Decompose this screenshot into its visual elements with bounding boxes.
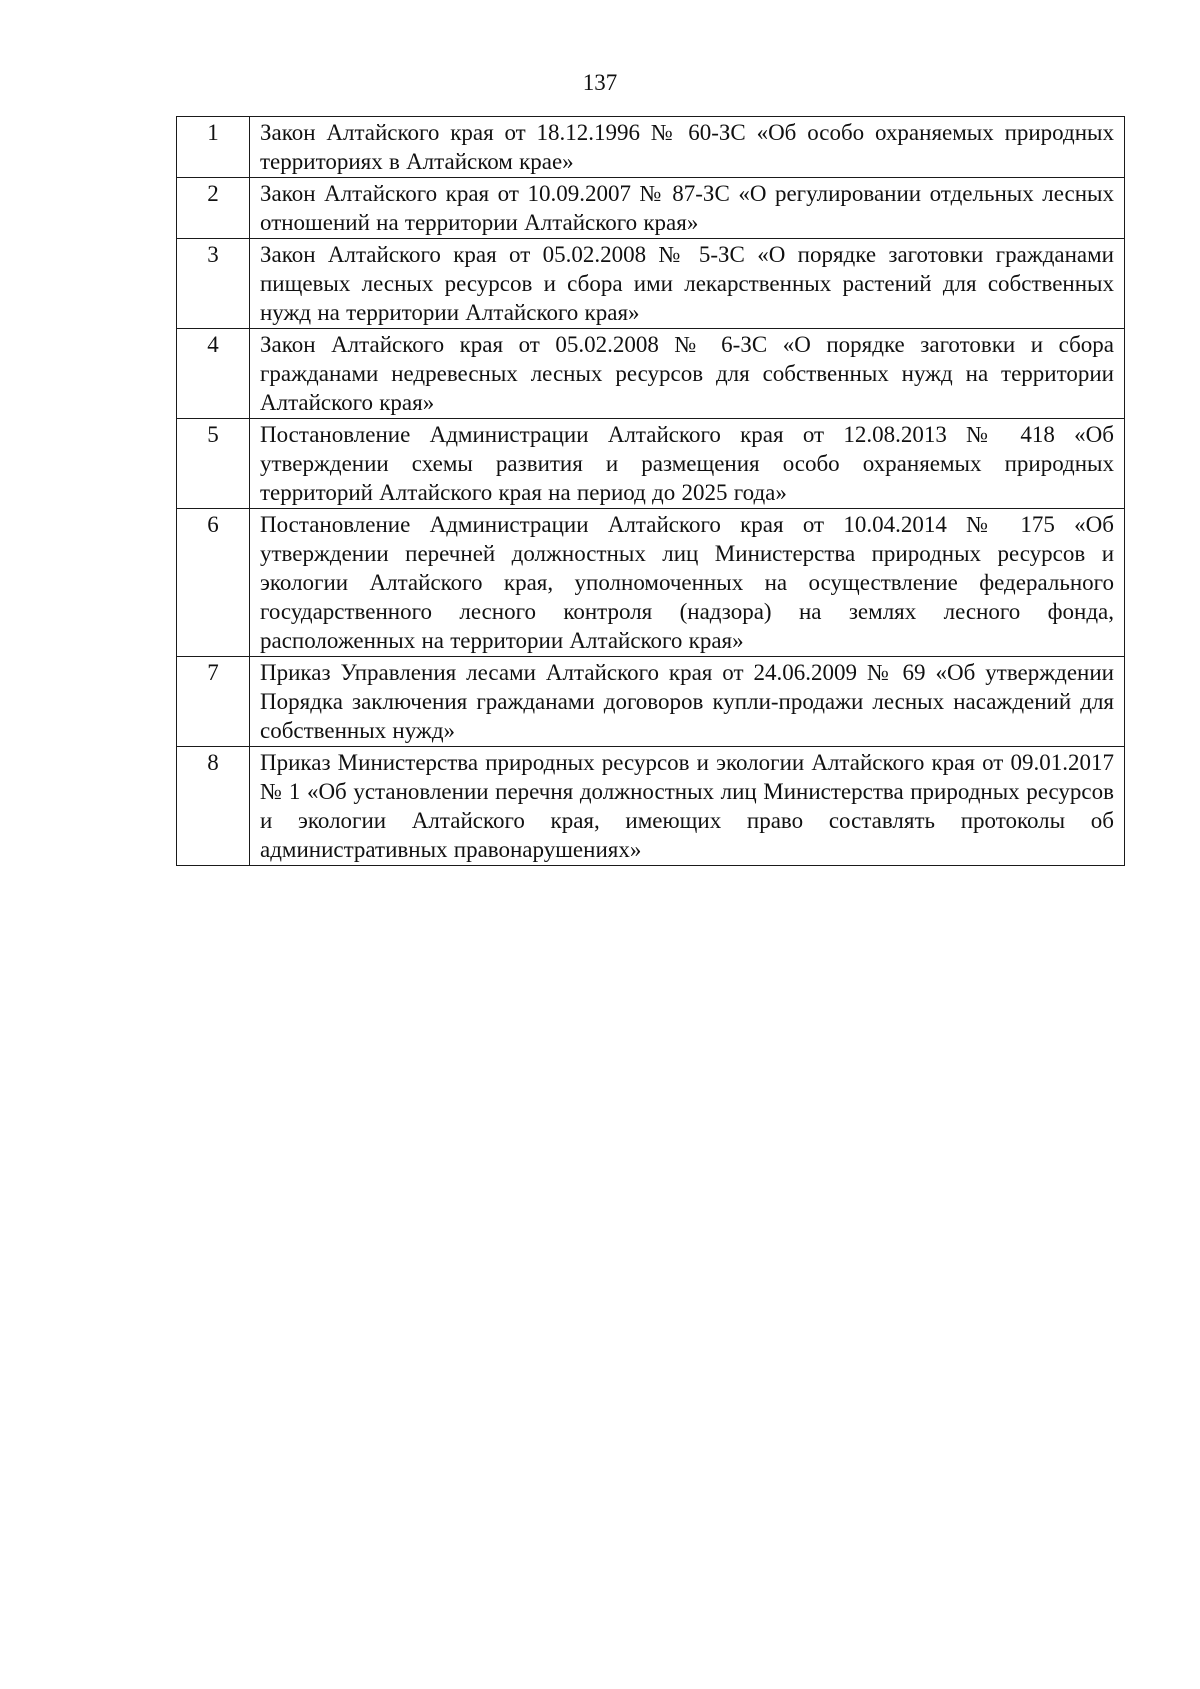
act-title: Закон Алтайского края от 05.02.2008 № 5-ЗС «О порядке заготовки гражданами пищевых лесных ресурсов и сбора ими лекарственных растений для собственных нужд на территории Алтайского края» [250,239,1125,329]
row-number: 2 [177,178,250,239]
row-number: 3 [177,239,250,329]
act-title: Закон Алтайского края от 05.02.2008 № 6-ЗС «О порядке заготовки и сбора гражданами недревесных лесных ресурсов для собственных нужд на территории Алтайского края» [250,329,1125,419]
page-number: 137 [582,70,618,95]
table-row [177,419,1125,509]
row-number: 1 [177,117,250,178]
row-number: 6 [177,509,250,657]
legal-acts-table [176,116,1125,866]
table-row [177,239,1125,329]
table-row [177,657,1125,747]
table-row [177,329,1125,419]
row-number: 7 [177,657,250,747]
table-row [177,509,1125,657]
act-title: Приказ Управления лесами Алтайского края от 24.06.2009 № 69 «Об утверждении Порядка заключения гражданами договоров купли-продажи лесных насаждений для собственных нужд» [250,657,1125,747]
row-number: 4 [177,329,250,419]
act-title: Закон Алтайского края от 18.12.1996 № 60-ЗС «Об особо охраняемых природных территориях в Алтайском крае» [250,117,1125,178]
act-title: Постановление Администрации Алтайского края от 10.04.2014 № 175 «Об утверждении перечней должностных лиц Министерства природных ресурсов и экологии Алтайского края, уполномоченных на осуществление федерального государственного лесного контроля (надзора) на землях лесного фонда, расположенных на территории Алтайского края» [250,509,1125,657]
table-row [177,178,1125,239]
table-row [177,747,1125,866]
row-number: 5 [177,419,250,509]
row-number: 8 [177,747,250,866]
act-title: Постановление Администрации Алтайского края от 12.08.2013 № 418 «Об утверждении схемы развития и размещения особо охраняемых природных территорий Алтайского края на период до 2025 года» [250,419,1125,509]
act-title: Закон Алтайского края от 10.09.2007 № 87-ЗС «О регулировании отдельных лесных отношений на территории Алтайского края» [250,178,1125,239]
table-row [177,117,1125,178]
act-title: Приказ Министерства природных ресурсов и экологии Алтайского края от 09.01.2017 № 1 «Об установлении перечня должностных лиц Министерства природных ресурсов и экологии Алтайского края, имеющих право составлять протоколы об административных правонарушениях» [250,747,1125,866]
